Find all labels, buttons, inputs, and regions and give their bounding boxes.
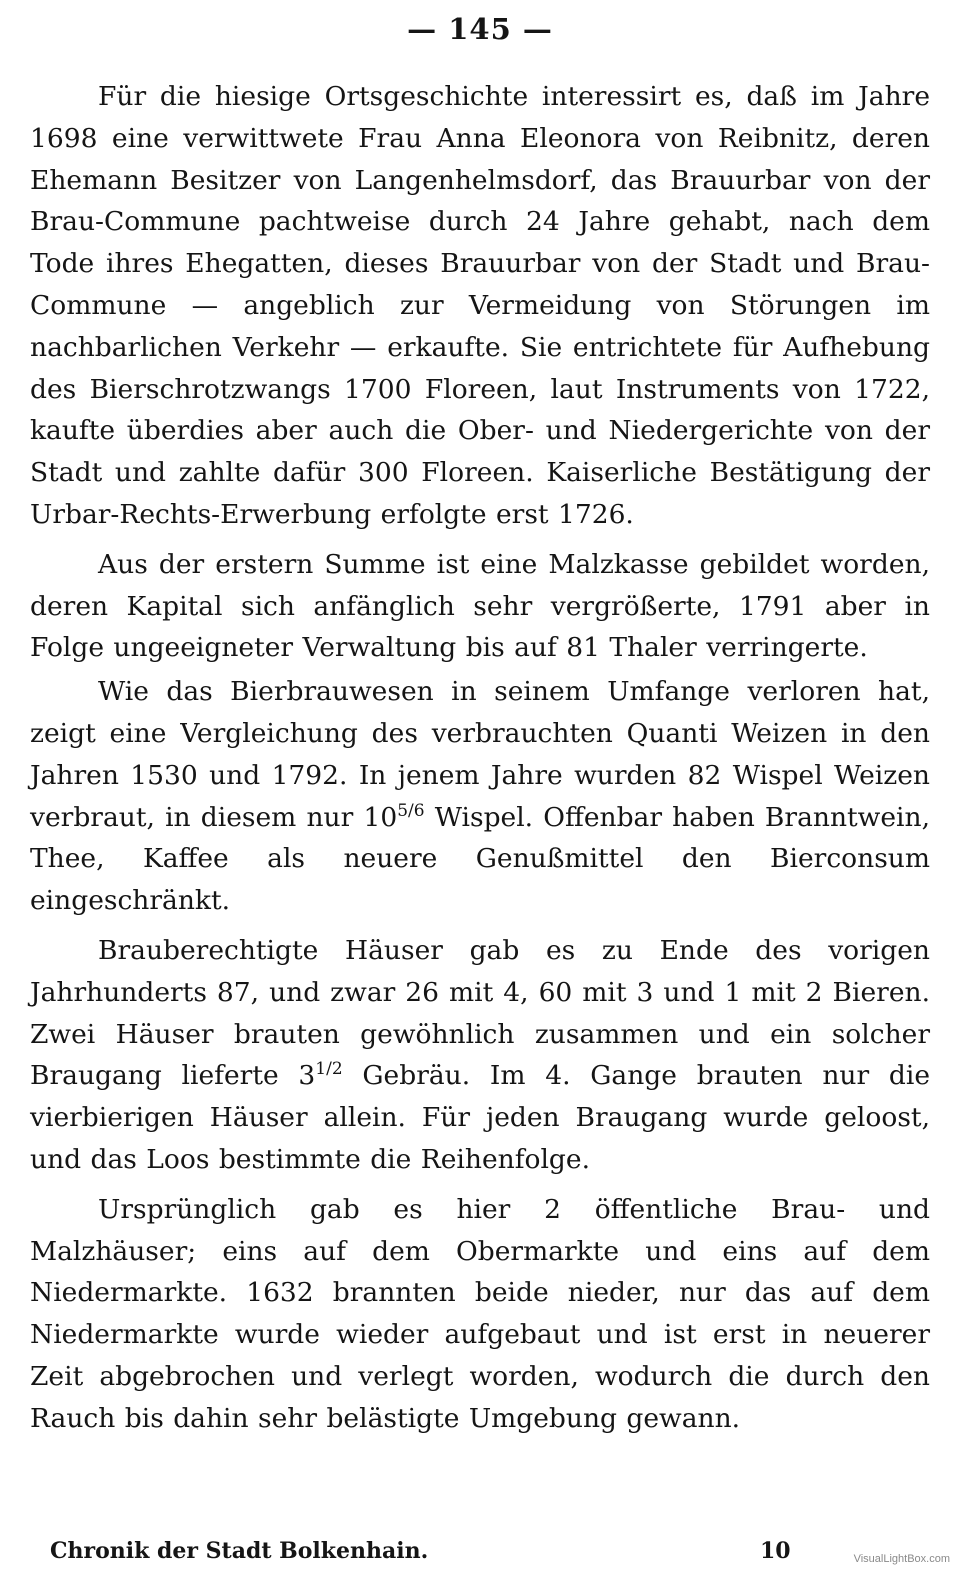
paragraph-3-text-before: Wie das Bierbrauwesen in seinem Umfange verloren hat, zeigt eine Vergleichung des verbrauchten Quanti Weizen in den Jahren 1530 und 1792. In jenem Jahre wurden 82 Wispel Weizen verbraut, in diesem nur 10 (30, 676, 930, 833)
paragraph-4-text-after: Gebräu. Im 4. Gange brauten nur die vierbierigen Häuser allein. Für jeden Braugang wurde geloost, und das Loos bestimmte die Reihenfolge. (30, 1060, 930, 1175)
paragraph-3-text-after: Wispel. Offenbar haben Branntwein, Thee, Kaffee als neuere Genußmittel den Bierconsum eingeschränkt. (30, 801, 930, 917)
paragraph-1: Für die hiesige Ortsgeschichte interessirt es, daß im Jahre 1698 eine verwittwete Frau Anna Eleonora von Reibnitz, deren Ehemann Besitzer von Langenhelmsdorf, das Brauurbar von der Brau-Commune pachtweise durch 24 Jahre gehabt, nach dem Tode ihres Ehegatten, dieses Brauurbar von der Stadt und Brau-Commune — angeblich zur Vermeidung von Störungen im nachbarlichen Verkehr — erkaufte. Sie entrichtete für Aufhebung des Bierschrotzwangs 1700 Floreen, laut Instruments von 1722, kaufte überdies aber auch die Ober- und Niedergerichte von der Stadt und zahlte dafür 300 Floreen. Kaiserliche Bestätigung der Urbar-Rechts-Erwerbung erfolgte erst 1726. (30, 81, 930, 530)
page-footer (50, 1536, 930, 1566)
paragraph-5: Ursprünglich gab es hier 2 öffentliche Brau- und Malzhäuser; eins auf dem Obermarkte und eins auf dem Niedermarkte. 1632 brannten beide nieder, nur das auf dem Niedermarkte wurde wieder aufgebaut und ist erst in neuerer Zeit abgebrochen und verlegt worden, wodurch die durch den Rauch bis dahin sehr belästigte Umgebung gewann. (30, 1193, 930, 1434)
fraction-five-sixths: 5/6 (397, 800, 425, 821)
watermark: VisualLightBox.com (853, 1553, 950, 1565)
footer-signature: 10 (760, 1538, 791, 1564)
fraction-one-half: 1/2 (315, 1059, 343, 1080)
footer-title: Chronik der Stadt Bolkenhain. (50, 1538, 429, 1564)
paragraph-2: Aus der erstern Summe ist eine Malzkasse gebildet worden, deren Kapital sich anfänglich sehr vergrößerte, 1791 aber in Folge ungeeigneter Verwaltung bis auf 81 Thaler verringerte. (30, 548, 930, 664)
paragraph-4 (30, 930, 930, 1181)
paragraph-3 (30, 671, 930, 922)
paragraph-4-text-before: Brauberechtigte Häuser gab es zu Ende des vorigen Jahrhunderts 87, und zwar 26 mit 4, 60 mit 3 und 1 mit 2 Bieren. Zwei Häuser brauten gewöhnlich zusammen und ein solcher Braugang lieferte 3 (30, 934, 930, 1092)
page-number: — 145 — (407, 12, 553, 46)
